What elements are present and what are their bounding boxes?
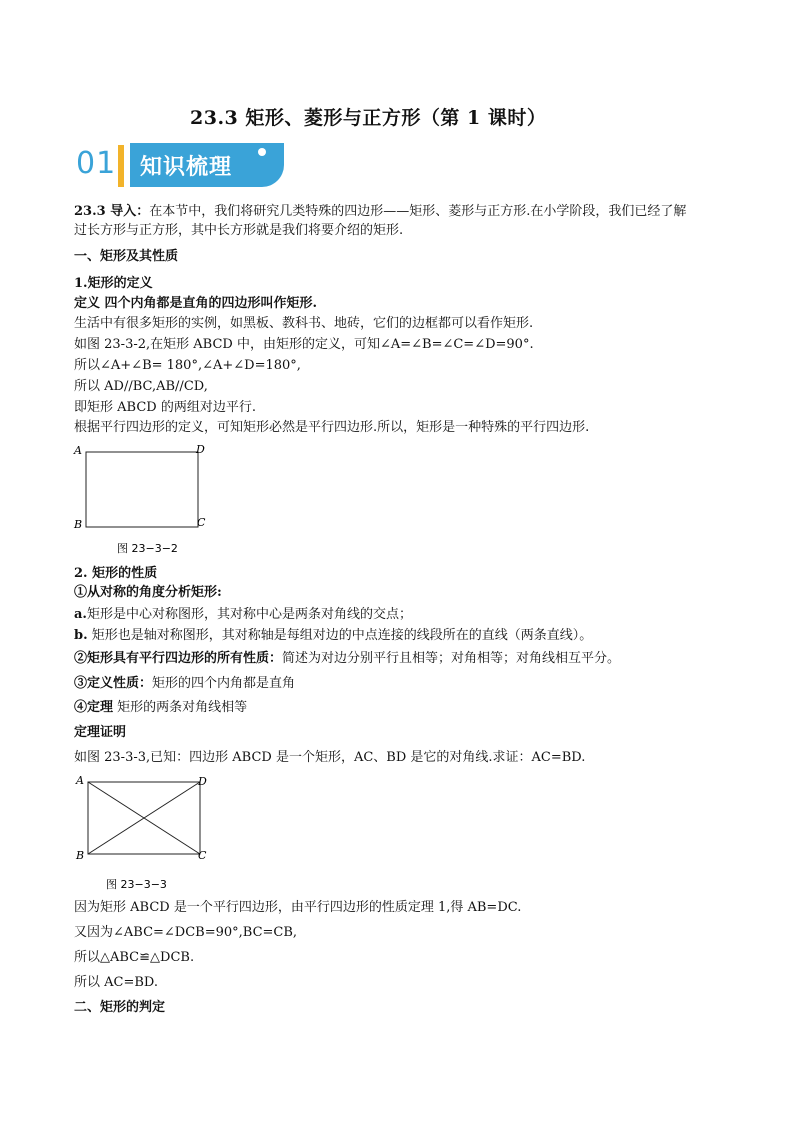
page-title: 23.3 矩形、菱形与正方形（第 1 课时） <box>190 107 547 129</box>
section-number: 01 <box>76 146 117 181</box>
figure-caption: 图 23−3−2 <box>117 542 178 555</box>
section-banner <box>118 143 284 187</box>
property-2-text: 简述为对边分别平行且相等；对角相等；对角线相互平分。 <box>282 651 621 666</box>
body-line: 如图 23-3-2,在矩形 ABCD 中，由矩形的定义，可知∠A=∠B=∠C=∠D=90°. <box>74 337 534 352</box>
banner-dot <box>258 148 266 156</box>
intro-text-1: 在本节中，我们将研究几类特殊的四边形——矩形、菱形与正方形.在小学阶段，我们已经了解 <box>149 204 687 219</box>
property-1a-lead: a. <box>74 607 87 622</box>
proof-given: 如图 23-3-3,已知：四边形 ABCD 是一个矩形，AC、BD 是它的对角线.求证：AC=BD. <box>74 750 586 765</box>
section2-heading: 二、矩形的判定 <box>74 1000 166 1015</box>
body-line: 即矩形 ABCD 的两组对边平行. <box>74 400 256 415</box>
property-1-title: ①从对称的角度分析矩形: <box>74 585 222 600</box>
figure-23-3-3 <box>70 770 220 892</box>
vertex-label-a: A <box>76 774 84 787</box>
banner-accent-bar <box>118 145 124 187</box>
property-4-text: 矩形的两条对角线相等 <box>113 700 248 715</box>
body-line: 生活中有很多矩形的实例，如黑板、教科书、地砖，它们的边框都可以看作矩形. <box>74 316 534 331</box>
property-1b <box>74 627 592 645</box>
definition-text: 定义 四个内角都是直角的四边形叫作矩形. <box>74 296 318 311</box>
property-3-lead: ③定义性质： <box>74 676 153 691</box>
banner-label: 知识梳理 <box>140 155 233 180</box>
body-line: 根据平行四边形的定义，可知矩形必然是平行四边形.所以，矩形是一种特殊的平行四边形. <box>74 420 590 435</box>
property-1b-lead: b. <box>74 628 88 643</box>
proof-title: 定理证明 <box>74 725 127 740</box>
body-line: 所以 AD//BC,AB//CD, <box>74 379 208 394</box>
property-1a <box>74 606 412 624</box>
vertex-label-c: C <box>197 516 206 529</box>
rectangle-abcd <box>86 452 198 527</box>
proof-line: 所以 AC=BD. <box>74 975 159 990</box>
property-4-lead: ④定理 <box>74 700 114 715</box>
vertex-label-c: C <box>198 849 207 862</box>
subheading-properties: 2. 矩形的性质 <box>74 566 158 581</box>
section1-heading: 一、矩形及其性质 <box>74 249 179 264</box>
subheading-definition: 1.矩形的定义 <box>74 276 153 291</box>
property-1a-text: 矩形是中心对称图形，其对称中心是两条对角线的交点； <box>86 607 412 622</box>
vertex-label-d: D <box>198 775 207 788</box>
vertex-label-b: B <box>74 518 83 531</box>
intro-lead: 23.3 导入： <box>74 204 150 219</box>
property-3-text: 矩形的四个内角都是直角 <box>152 676 296 691</box>
proof-line: 所以△ABC≌△DCB. <box>74 950 195 965</box>
vertex-label-d: D <box>196 443 205 456</box>
intro-line-1 <box>74 203 686 221</box>
figure-caption: 图 23−3−3 <box>106 878 167 891</box>
property-3 <box>74 675 295 693</box>
figure-23-3-2 <box>70 440 220 558</box>
vertex-label-b: B <box>76 849 85 862</box>
intro-line-2: 过长方形与正方形，其中长方形就是我们将要介绍的矩形. <box>74 223 404 238</box>
proof-line: 又因为∠ABC=∠DCB=90°,BC=CB, <box>74 925 298 940</box>
proof-line: 因为矩形 ABCD 是一个平行四边形，由平行四边形的性质定理 1,得 AB=DC. <box>74 900 522 915</box>
property-2-lead: ②矩形具有平行四边形的所有性质： <box>74 651 283 666</box>
vertex-label-a: A <box>74 444 82 457</box>
body-line: 所以∠A+∠B= 180°,∠A+∠D=180°, <box>74 358 301 373</box>
property-4 <box>74 699 247 717</box>
property-2 <box>74 650 620 668</box>
property-1b-text: 矩形也是轴对称图形，其对称轴是每组对边的中点连接的线段所在的直线（两条直线）。 <box>87 628 593 643</box>
